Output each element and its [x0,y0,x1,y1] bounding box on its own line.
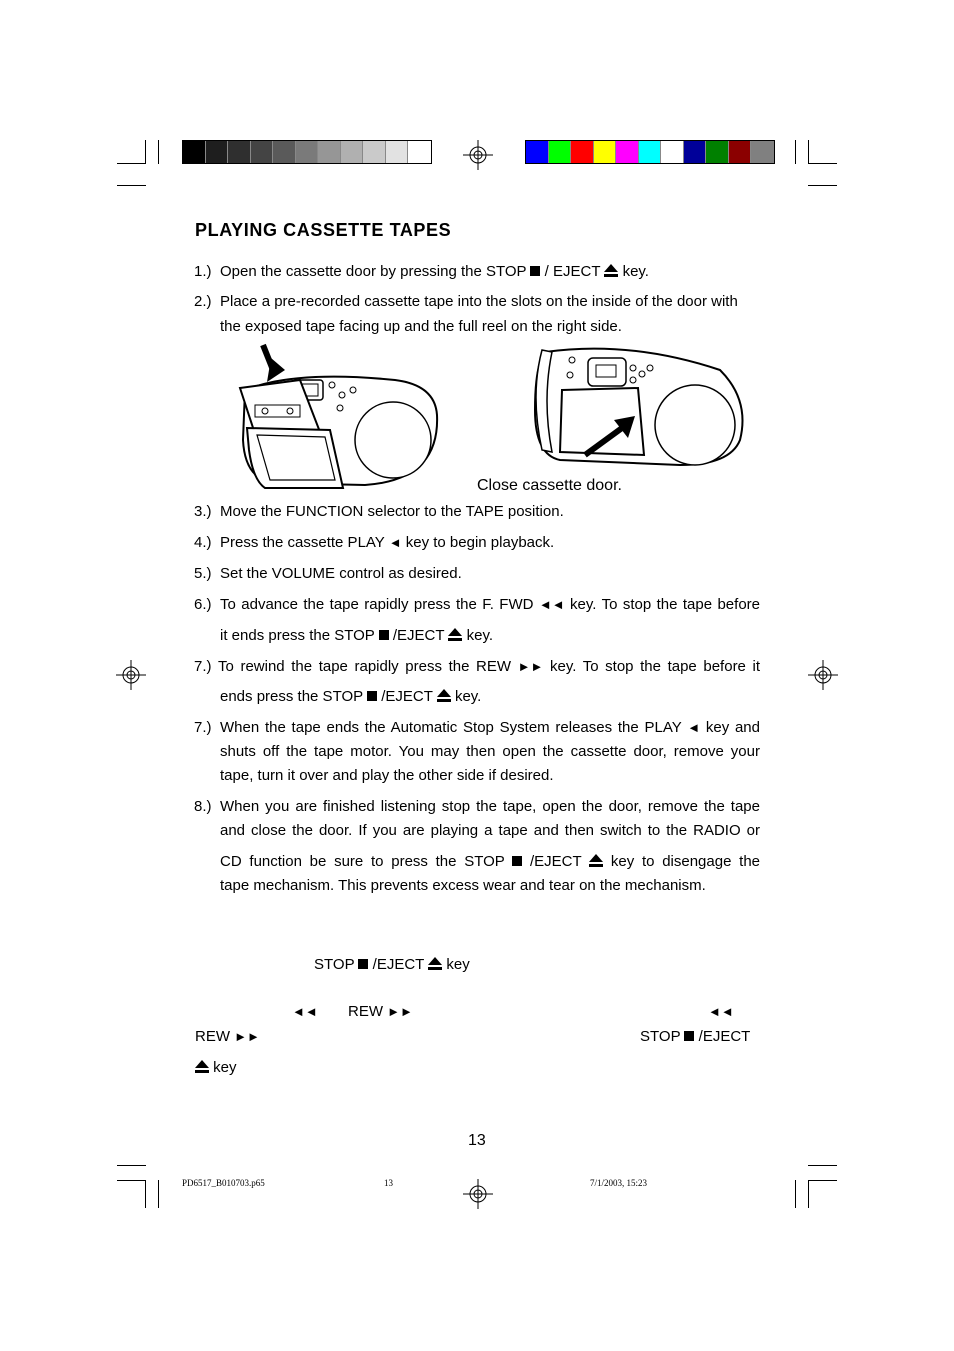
fragment-stop-eject-2: STOP /EJECT [640,1028,751,1045]
crop-mark [158,1180,159,1208]
step-7b-line-1: When the tape ends the Automatic Stop System releases the PLAY ◄ key and [220,719,760,736]
crop-mark [808,163,837,164]
step-number: 6.) [194,596,212,613]
grayscale-calibration-bar [182,140,432,164]
page-title: PLAYING CASSETTE TAPES [195,220,452,240]
fast-forward-icon: ◄◄ [292,1004,318,1019]
page-number: 13 [468,1132,486,1149]
crop-mark [117,185,146,186]
stop-icon [367,691,377,701]
calibration-swatch [616,141,639,163]
calibration-swatch [526,141,549,163]
step-6-line-1: To advance the tape rapidly press the F. FWD ◄◄ key. To stop the tape before [220,596,760,613]
eject-icon [448,628,462,641]
footer-date: 7/1/2003, 15:23 [590,1178,648,1188]
crop-mark [808,1180,837,1181]
fragment-rew-2: REW ►► [195,1028,260,1045]
calibration-swatch [273,141,296,163]
eject-icon [195,1060,209,1073]
calibration-swatch [183,141,206,163]
eject-icon [604,264,618,277]
stop-icon [512,856,522,866]
registration-mark-icon [808,660,838,690]
calibration-swatch [296,141,319,163]
step-number: 5.) [194,565,212,582]
fast-forward-icon: ◄◄ [538,597,565,612]
step-7b-line-2: shuts off the tape motor. You may then open the cassette door, remove your [220,743,760,760]
step-2-line-2: the exposed tape facing up and the full reel on the right side. [220,318,622,335]
calibration-swatch [639,141,662,163]
step-8-line-3: CD function be sure to press the STOP /EJECT key to disengage the [220,853,761,870]
crop-mark [795,140,796,164]
crop-mark [158,140,159,164]
registration-mark-icon [116,660,146,690]
step-number: 4.) [194,534,212,551]
fast-forward-icon: ◄◄ [708,1004,734,1019]
step-2-line-1: Place a pre-recorded cassette tape into the slots on the inside of the door with [220,293,738,310]
crop-mark [145,140,146,164]
step-8-line-2: and close the door. If you are playing a tape and then switch to the RADIO or [220,822,760,839]
step-5: Set the VOLUME control as desired. [220,565,462,582]
calibration-swatch [729,141,752,163]
step-number: 2.) [194,293,212,310]
rewind-icon: ►► [517,659,544,674]
step-7a-line-2: ends press the STOP /EJECT key. [220,688,482,705]
calibration-swatch [386,141,409,163]
stop-icon [530,266,540,276]
step-8-line-1: When you are finished listening stop the tape, open the door, remove the tape [220,798,760,815]
crop-mark [795,1180,796,1208]
play-icon: ◄ [388,535,402,550]
step-7b-line-3: tape, turn it over and play the other side if desired. [220,767,554,784]
calibration-swatch [751,141,774,163]
calibration-swatch [549,141,572,163]
cassette-insert-illustration [235,340,445,492]
calibration-swatch [706,141,729,163]
calibration-swatch [251,141,274,163]
color-calibration-bar [525,140,775,164]
calibration-swatch [661,141,684,163]
crop-mark [808,1165,837,1166]
close-door-illustration [530,340,750,470]
step-1: Open the cassette door by pressing the STOP / EJECT key. [220,263,649,280]
rewind-icon: ►► [387,1004,413,1019]
calibration-swatch [408,141,431,163]
step-3: Move the FUNCTION selector to the TAPE position. [220,503,564,520]
play-icon: ◄ [687,720,701,735]
crop-mark [117,1165,146,1166]
crop-mark [808,1180,809,1208]
calibration-swatch [318,141,341,163]
step-6-line-2: it ends press the STOP /EJECT key. [220,627,494,644]
crop-mark [117,1180,146,1181]
stop-icon [684,1031,694,1041]
step-number: 8.) [194,798,212,815]
step-8-line-4: tape mechanism. This prevents excess wear and tear on the mechanism. [220,877,706,894]
registration-mark-icon [463,1179,493,1209]
eject-icon [589,854,603,867]
calibration-swatch [228,141,251,163]
step-number: 3.) [194,503,212,520]
step-number: 1.) [194,263,212,280]
crop-mark [808,140,809,164]
calibration-swatch [206,141,229,163]
eject-icon [437,689,451,702]
registration-mark-icon [463,140,493,170]
calibration-swatch [684,141,707,163]
step-number: 7.) [194,719,212,736]
calibration-swatch [594,141,617,163]
fragment-rew: REW ►► [348,1003,413,1020]
calibration-swatch [363,141,386,163]
fragment-stop-eject: STOP /EJECT key [314,956,470,973]
footer-page: 13 [384,1178,393,1188]
eject-icon [428,957,442,970]
illustration-caption: Close cassette door. [477,477,622,494]
step-4: Press the cassette PLAY ◄ key to begin playback. [220,534,555,551]
step-number: 7.) [194,658,212,675]
stop-icon [358,959,368,969]
step-7a-line-1: To rewind the tape rapidly press the REW ►► key. To stop the tape before it [218,658,761,675]
calibration-swatch [341,141,364,163]
stop-icon [379,630,389,640]
calibration-swatch [571,141,594,163]
footer-filename: PD6517_B010703.p65 [182,1178,265,1188]
crop-mark [117,163,146,164]
crop-mark [808,185,837,186]
crop-mark [145,1180,146,1208]
fragment-key: key [195,1056,237,1080]
rewind-icon: ►► [234,1029,260,1044]
